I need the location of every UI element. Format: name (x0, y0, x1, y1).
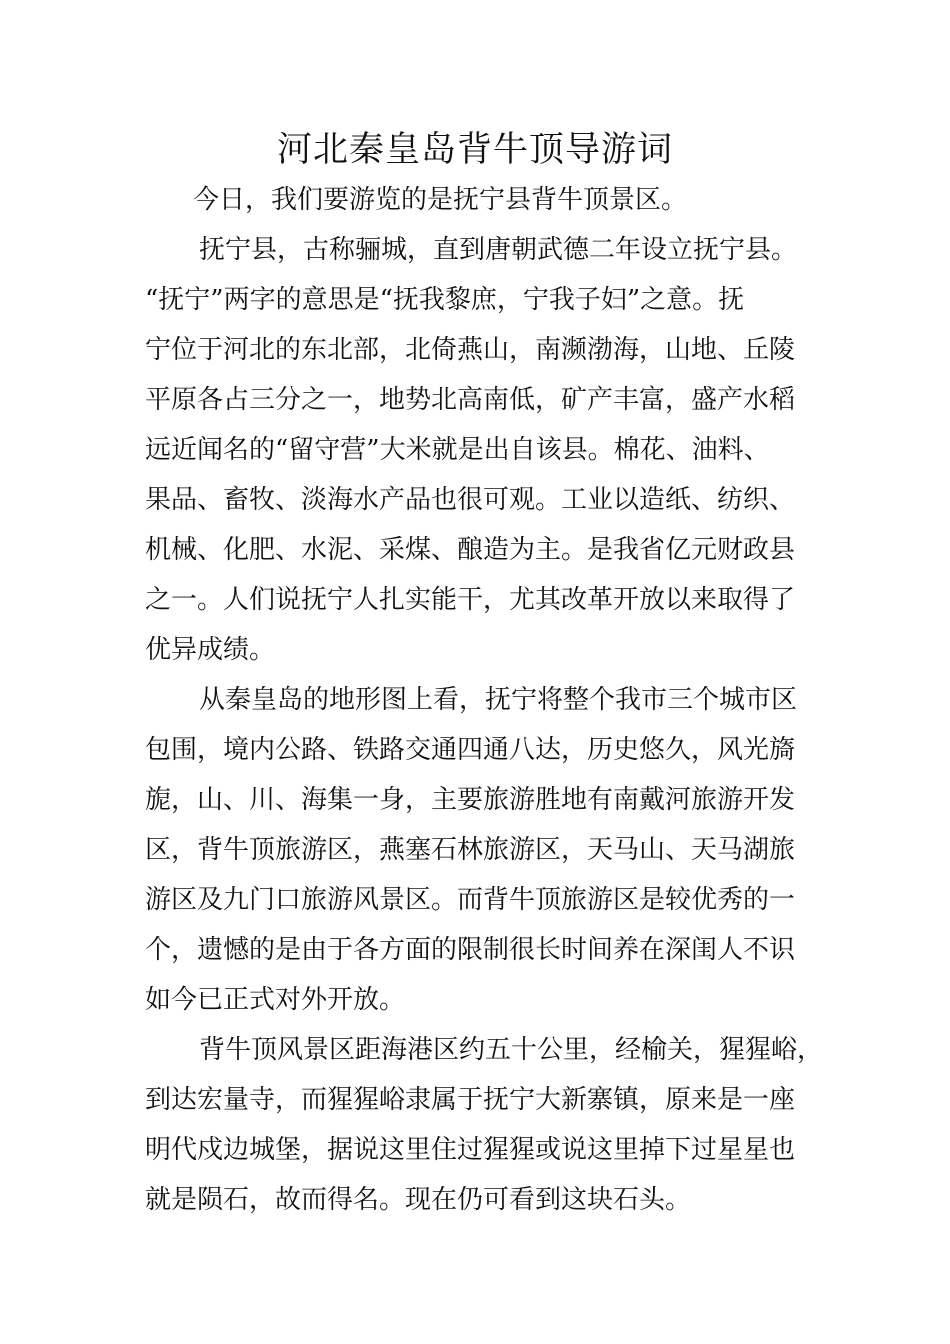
text-line: 游区及九门口旅游风景区。而背牛顶旅游区是较优秀的一 (145, 885, 796, 915)
text-line: 区，背牛顶旅游区，燕塞石林旅游区，天马山、天马湖旅 (145, 835, 796, 865)
text-line: 远近闻名的“留守营”大米就是出自该县。棉花、油料、 (145, 435, 770, 465)
text-line: 明代戍边城堡，据说这里住过猩猩或说这里掉下过星星也 (145, 1135, 796, 1165)
text-line: 旎，山、川、海集一身，主要旅游胜地有南戴河旅游开发 (145, 785, 796, 815)
text-line: 优异成绩。 (145, 635, 276, 665)
text-line: 背牛顶风景区距海港区约五十公里，经榆关，猩猩峪， (199, 1035, 824, 1065)
text-line: 抚宁县，古称骊城，直到唐朝武德二年设立抚宁县。 (199, 235, 798, 265)
text-line: 今日，我们要游览的是抚宁县背牛顶景区。 (193, 185, 688, 215)
text-line: 个，遗憾的是由于各方面的限制很长时间养在深闺人不识 (145, 935, 796, 965)
text-line: “抚宁”两字的意思是“抚我黎庶，宁我子妇”之意。抚 (145, 285, 745, 315)
text-line: 就是陨石，故而得名。现在仍可看到这块石头。 (145, 1185, 692, 1215)
document-title: 河北秦皇岛背牛顶导游词 (276, 130, 673, 170)
text-line: 到达宏量寺，而猩猩峪隶属于抚宁大新寨镇，原来是一座 (145, 1085, 796, 1115)
text-line: 从秦皇岛的地形图上看，抚宁将整个我市三个城市区 (199, 685, 798, 715)
text-line: 宁位于河北的东北部，北倚燕山，南濒渤海，山地、丘陵 (145, 335, 796, 365)
text-line: 如今已正式对外开放。 (145, 985, 406, 1015)
text-line: 包围，境内公路、铁路交通四通八达，历史悠久，风光旖 (145, 735, 796, 765)
text-line: 果品、畜牧、淡海水产品也很可观。工业以造纸、纺织、 (145, 485, 796, 515)
text-line: 机械、化肥、水泥、采煤、酿造为主。是我省亿元财政县 (145, 535, 796, 565)
text-line: 平原各占三分之一，地势北高南低，矿产丰富，盛产水稻 (145, 385, 796, 415)
text-line: 之一。人们说抚宁人扎实能干，尤其改革开放以来取得了 (145, 585, 796, 615)
